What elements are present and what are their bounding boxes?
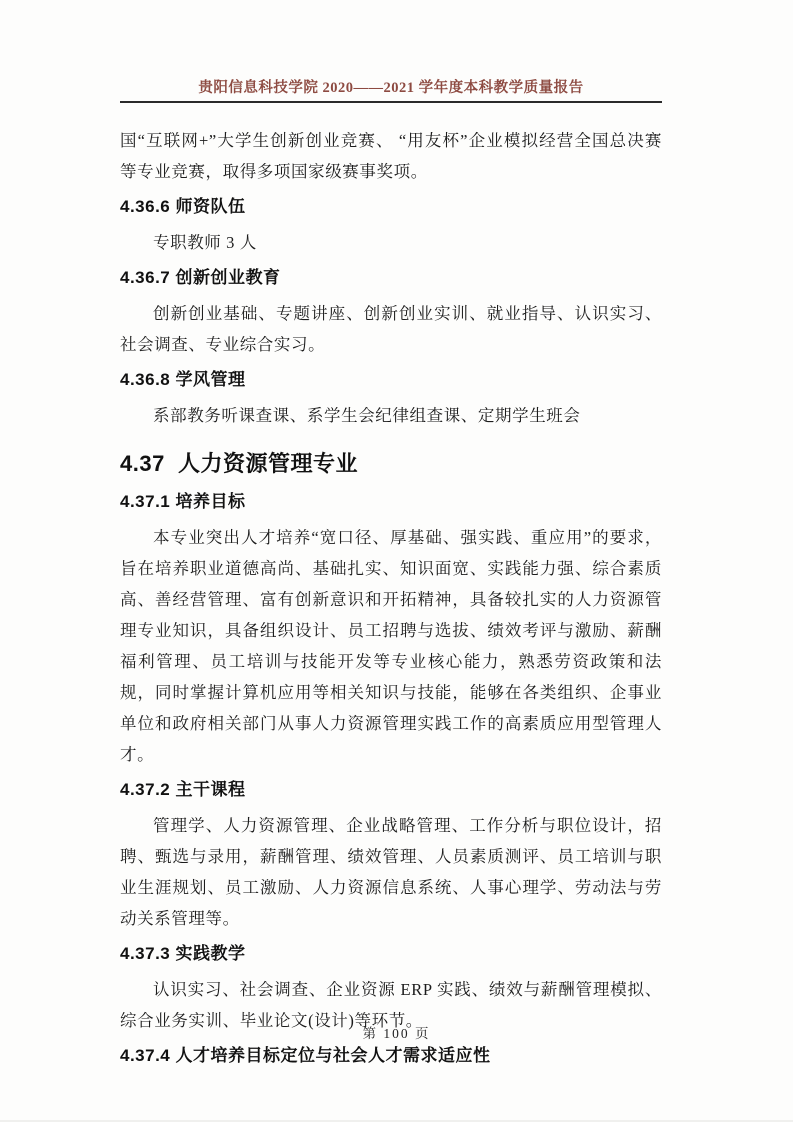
running-header-title: 贵阳信息科技学院 2020——2021 学年度本科教学质量报告 bbox=[198, 80, 584, 96]
paragraph-training-objectives: 本专业突出人才培养“宽口径、厚基础、强实践、重应用”的要求，旨在培养职业道德高尚、基础扎实、知识面宽、实践能力强、综合素质高、善经营管理、富有创新意识和开拓精神，具备较扎实的人力资源管理专业知识，具备组织设计、员工招聘与选拔、绩效考评与激励、薪酬福利管理、员工培训与技能开发等专业核心能力，熟悉劳资政策和法规，同时掌握计算机应用等相关知识与技能，能够在各类组织、企事业单位和政府相关部门从事人力资源管理实践工作的高素质应用型管理人才。 bbox=[120, 528, 662, 764]
header-rule bbox=[120, 101, 662, 103]
running-header bbox=[120, 78, 662, 103]
section-heading-4-36-6: 4.36.6 师资队伍 bbox=[120, 197, 246, 216]
section-heading-4-37-2: 4.37.2 主干课程 bbox=[120, 780, 246, 799]
section-heading-4-37-3: 4.37.3 实践教学 bbox=[120, 944, 246, 963]
section-heading-4-36-8: 4.36.8 学风管理 bbox=[120, 370, 246, 389]
chapter-heading-4-37: 4.37 人力资源管理专业 bbox=[120, 451, 359, 476]
section-heading-4-37-1: 4.37.1 培养目标 bbox=[120, 492, 246, 511]
paragraph-continued-from-previous-page: 国“互联网+”大学生创新创业竞赛、 “用友杯”企业模拟经营全国总决赛等专业竞赛，取得多项国家级赛事奖项。 bbox=[120, 131, 662, 181]
paragraph-core-courses: 管理学、人力资源管理、企业战略管理、工作分析与职位设计，招聘、甄选与录用，薪酬管理、绩效管理、人员素质测评、员工培训与职业生涯规划、员工激励、人力资源信息系统、人事心理学、劳动法与劳动关系管理等。 bbox=[120, 816, 662, 928]
section-heading-4-37-4: 4.37.4 人才培养目标定位与社会人才需求适应性 bbox=[120, 1046, 491, 1065]
section-heading-4-36-7: 4.36.7 创新创业教育 bbox=[120, 268, 281, 287]
paragraph-faculty-team: 专职教师 3 人 bbox=[153, 233, 257, 252]
paragraph-innovation-education: 创新创业基础、专题讲座、创新创业实训、就业指导、认识实习、社会调查、专业综合实习。 bbox=[120, 304, 662, 354]
page-number: 第 100 页 bbox=[362, 1026, 431, 1041]
paragraph-practical-teaching: 认识实习、社会调查、企业资源 ERP 实践、绩效与薪酬管理模拟、综合业务实训、毕业论文(设计)等环节。 bbox=[120, 980, 662, 1030]
page-content bbox=[120, 78, 662, 1076]
paragraph-study-style-management: 系部教务听课查课、系学生会纪律组查课、定期学生班会 bbox=[153, 406, 581, 425]
